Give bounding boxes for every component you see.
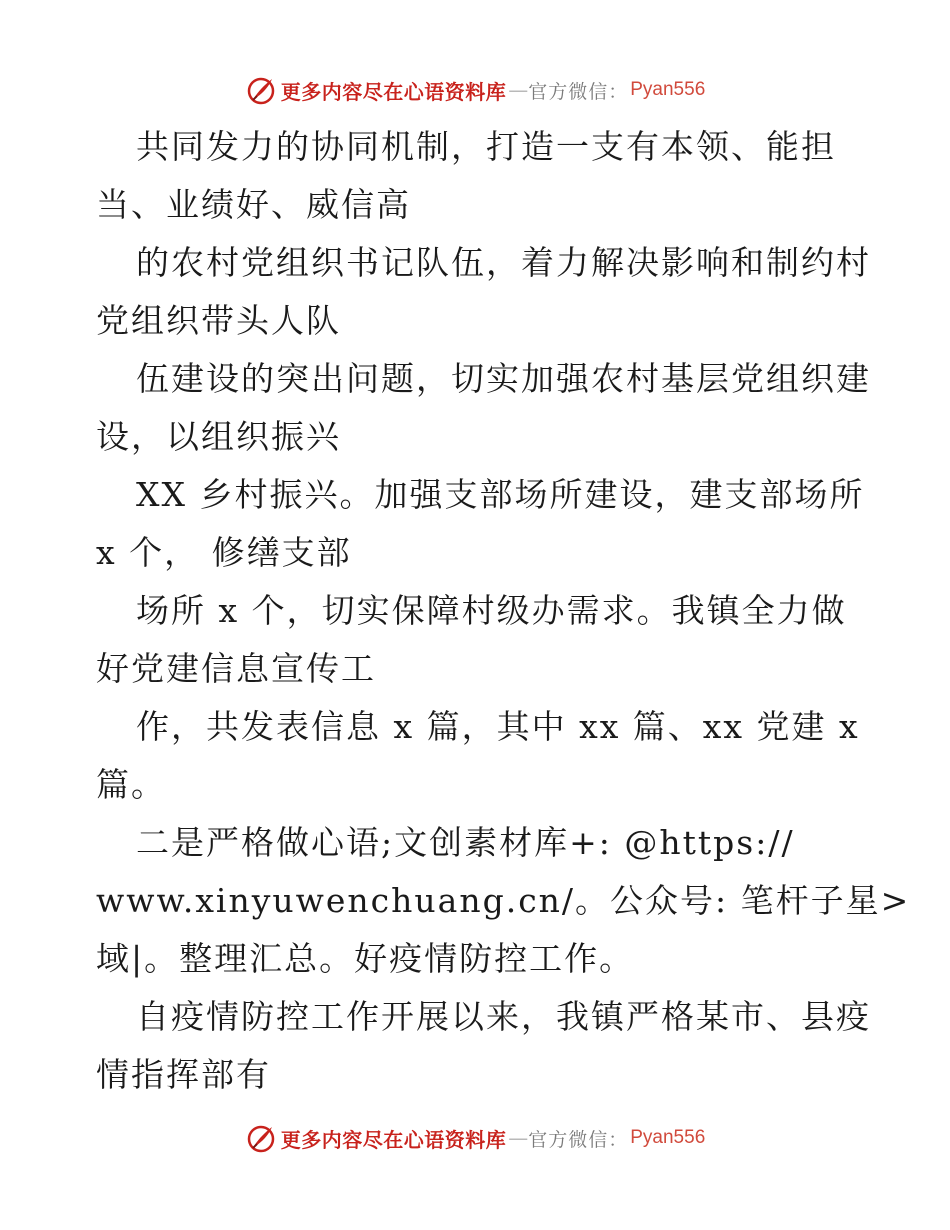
document-body (96, 118, 911, 1104)
text-line: 情指挥部有 (96, 1055, 271, 1094)
text-line: 的农村党组织书记队伍，着力解决影响和制约村 (136, 243, 871, 282)
text-line: 自疫情防控工作开展以来，我镇严格某市、县疫 (136, 997, 871, 1036)
text-line: 共同发力的协同机制，打造一支有本领、能担 (136, 127, 836, 166)
banner-official-label: 官方微信： (528, 80, 629, 103)
banner-wechat-id: Pyan556 (630, 79, 706, 100)
text-line: 域|。整理汇总。好疫情防控工作。 (96, 939, 635, 978)
text-line: 伍建设的突出问题，切实加强农村基层党组织建 (136, 359, 871, 398)
banner-wechat-id: Pyan556 (630, 1127, 706, 1148)
header-banner (0, 70, 950, 110)
text-line: 当、业绩好、威信高 (96, 185, 411, 224)
text-line: 好党建信息宣传工 (96, 649, 376, 688)
banner-official-label: 官方微信： (528, 1128, 629, 1151)
banner-dash: — (508, 78, 527, 102)
text-line: 作，共发表信息 x 篇，其中 xx 篇、xx 党建 x (136, 707, 860, 746)
text-line: 二是严格做心语;文创素材库+: @https:// (136, 823, 795, 862)
text-line: XX 乡村振兴。加强支部场所建设，建支部场所 (136, 475, 865, 514)
quill-logo-icon (245, 74, 277, 106)
banner-title: 更多内容尽在心语资料库 (280, 1127, 507, 1152)
text-line: 设，以组织振兴 (96, 417, 341, 456)
banner-dash: — (508, 1126, 527, 1150)
text-line: 党组织带头人队 (96, 301, 341, 340)
text-line: 篇。 (96, 765, 166, 804)
text-line: 场所 x 个，切实保障村级办需求。我镇全力做 (136, 591, 847, 630)
footer-banner (0, 1118, 950, 1158)
text-line: x 个， 修缮支部 (96, 533, 352, 572)
text-line: www.xinyuwenchuang.cn/。公众号: 笔杆子星> (96, 881, 911, 920)
banner-title: 更多内容尽在心语资料库 (280, 79, 507, 104)
quill-logo-icon (245, 1122, 277, 1154)
